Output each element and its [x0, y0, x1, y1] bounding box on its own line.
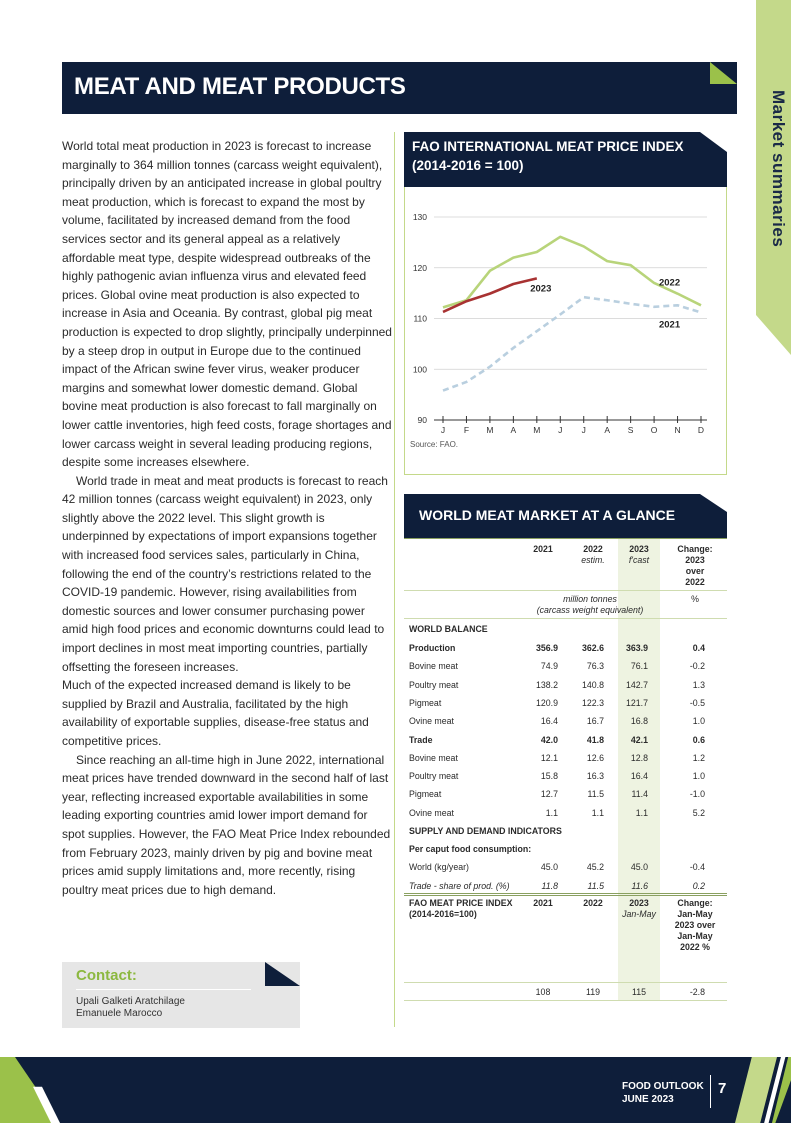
- table-cell: 1.0: [692, 771, 705, 782]
- footer-date: JUNE 2023: [622, 1094, 674, 1105]
- footer-separator: [710, 1075, 711, 1108]
- table-cell: 1.1: [545, 807, 558, 818]
- table-cell: 1.1: [635, 807, 648, 818]
- table-cell: 120.9: [535, 697, 558, 708]
- x-tick-label: D: [697, 425, 705, 435]
- table-cell: 42.0: [540, 734, 558, 745]
- price-index-col-header: 2022: [583, 898, 603, 908]
- table-cell: 45.0: [540, 862, 558, 872]
- table-cell: 11.5: [587, 881, 604, 891]
- table-section-per-caput: Per caput food consumption:: [409, 844, 532, 854]
- table-cell: -0.4: [689, 862, 705, 872]
- price-index-chart: [404, 187, 727, 475]
- footer-publication: FOOD OUTLOOK: [622, 1081, 704, 1092]
- contact-title: Contact:: [76, 967, 137, 984]
- table-section-supply: SUPPLY AND DEMAND INDICATORS: [409, 826, 562, 836]
- y-tick-label: 90: [417, 415, 427, 425]
- table-col-header: Change: 2023 over 2022: [677, 544, 713, 587]
- table-cell: 15.8: [540, 771, 558, 782]
- table-cell: 1.0: [692, 716, 705, 727]
- table-row-label: Poultry meat: [409, 771, 459, 782]
- x-tick-label: F: [463, 425, 470, 435]
- table-row-label: Production: [409, 643, 456, 653]
- table-cell: 12.1: [540, 752, 558, 763]
- body-text: [62, 137, 392, 899]
- table-cell: 16.7: [586, 716, 604, 727]
- table-cell: 16.8: [630, 716, 648, 727]
- table-rule: [404, 893, 727, 894]
- paragraph-4: Since reaching an all-time high in June 2022, international meat prices have trended downward in the second half of last year, reflecting increased exportable availabilities in some leading exporting countries amid lower import demand for spot supplies. However, the FAO Meat Price Index rebounded from February 2023, mainly driven by pig and bovine meat prices amid supply limitations and, more recently, rising poultry meat prices due to high demand.: [62, 752, 391, 897]
- table-cell: 1.3: [692, 679, 705, 690]
- table-cell: 0.2: [692, 881, 705, 891]
- table-cell: 76.3: [586, 661, 604, 672]
- series-label-2022: 2022: [658, 277, 681, 289]
- page-number: 7: [718, 1080, 727, 1097]
- table-cell: 142.7: [625, 679, 648, 690]
- y-tick-label: 130: [412, 212, 427, 222]
- section-label: Market summaries: [769, 90, 788, 248]
- y-tick-label: 100: [412, 364, 427, 375]
- table-cell: 16.3: [586, 771, 604, 782]
- table-cell: 42.1: [630, 734, 648, 745]
- table-cell: 1.1: [591, 807, 604, 818]
- contact-name-2: Emanuele Marocco: [76, 1008, 163, 1019]
- table-cell: 12.7: [540, 789, 558, 800]
- table-row-label: Ovine meat: [409, 716, 454, 727]
- price-index-value: 119: [585, 987, 601, 997]
- x-tick-label: J: [440, 425, 446, 435]
- table-rule: [404, 538, 727, 539]
- table-cell: 11.6: [631, 881, 648, 891]
- table-cell: 11.5: [587, 789, 604, 800]
- table-cell: 41.8: [586, 734, 604, 745]
- x-tick-label: J: [558, 425, 563, 435]
- x-tick-label: O: [650, 425, 658, 435]
- y-tick-label: 110: [413, 313, 427, 324]
- x-tick-label: S: [627, 425, 634, 435]
- table-cell: 0.6: [692, 734, 705, 745]
- table-cell: -1.0: [689, 789, 705, 800]
- table-units-detail: (carcass weight equivalent): [536, 605, 644, 615]
- table-row-label: Bovine meat: [409, 661, 458, 672]
- table-cell: 16.4: [540, 716, 558, 727]
- y-tick-label: 120: [412, 262, 427, 273]
- table-cell: 121.7: [625, 697, 648, 708]
- table-cell: 138.2: [535, 679, 558, 690]
- table-row-label: Trade: [409, 734, 433, 745]
- table-cell: 12.8: [630, 752, 648, 763]
- table-cell: 1.2: [692, 752, 705, 763]
- table-cell: 45.0: [630, 862, 648, 872]
- paragraph-2: World trade in meat and meat products is forecast to reach 42 million tonnes (carcass weight equivalent) in 2023, only slightly above the 2022 level. This slight growth is underpinned by expectations of import expansions together with increased food services sales, particularly in China, following the end of the country’s restrictions related to the COVID-19 pandemic. However, rising availabilities from domestic sources and lower consumer purchasing power amid high food prices and economic downturns could lead to import declines in most meat importing countries, partially offsetting the foreseen increases.: [62, 473, 388, 674]
- table-cell: 11.4: [631, 789, 648, 800]
- table-col-header: 2023: [629, 544, 649, 554]
- chart-source: Source: FAO.: [410, 440, 459, 449]
- page-title: MEAT AND MEAT PRODUCTS: [74, 73, 406, 100]
- table-cell: 356.9: [535, 643, 558, 653]
- price-index-col-header: 2023: [629, 898, 649, 908]
- column-divider: [394, 132, 395, 1027]
- x-tick-label: N: [674, 425, 681, 435]
- table-cell: 12.6: [586, 752, 604, 763]
- table-col-subheader: estim.: [581, 555, 605, 565]
- contact-divider: [76, 989, 251, 990]
- table-section-world-balance: WORLD BALANCE: [409, 624, 488, 634]
- chart-title: FAO INTERNATIONAL MEAT PRICE INDEX (2014-2016 = 100): [412, 139, 684, 173]
- series-line-2021: [443, 297, 701, 390]
- table-cell: 76.1: [630, 661, 648, 672]
- table-cell: 5.2: [692, 807, 705, 818]
- table-rule: [404, 618, 727, 619]
- paragraph-3: Much of the expected increased demand is likely to be supplied by Brazil and Australia, facilitated by the high availability of exportable supplies, disease-free status and competitive prices.: [62, 678, 369, 748]
- table-rule: [404, 982, 727, 983]
- table-cell: 11.8: [541, 881, 558, 891]
- table-cell: 16.4: [630, 771, 648, 782]
- table-cell: -0.5: [689, 697, 705, 708]
- table-cell: 45.2: [586, 862, 604, 872]
- table-cell: 74.9: [540, 661, 558, 672]
- price-index-col-header: 2021: [533, 898, 553, 908]
- table-cell: 122.3: [581, 697, 604, 708]
- price-index-value: -2.8: [689, 987, 705, 997]
- table-row-label: Trade - share of prod. (%): [409, 881, 510, 891]
- table-row-label: Poultry meat: [409, 679, 459, 690]
- table-title: WORLD MEAT MARKET AT A GLANCE: [419, 507, 676, 523]
- x-tick-label: M: [533, 425, 541, 435]
- x-tick-label: A: [604, 425, 611, 435]
- table-row-label: Pigmeat: [409, 789, 442, 800]
- x-tick-label: A: [510, 425, 517, 435]
- table-rule: [404, 590, 727, 591]
- table-col-subheader: f'cast: [628, 555, 650, 565]
- table-col-header: 2021: [533, 544, 553, 554]
- price-index-label: FAO MEAT PRICE INDEX (2014-2016=100): [409, 898, 513, 919]
- table-units: million tonnes: [563, 594, 617, 604]
- table-row-label: Ovine meat: [409, 807, 454, 818]
- table-cell: 363.9: [625, 643, 648, 653]
- price-index-col-subheader: Jan-May: [622, 909, 656, 919]
- price-index-value: 108: [535, 987, 551, 997]
- series-label-2021: 2021: [658, 319, 681, 331]
- series-label-2023: 2023: [530, 283, 552, 295]
- table-row-label: Pigmeat: [409, 697, 442, 708]
- price-index-col-header: Change: Jan-May 2023 over Jan-May 2022 %: [674, 898, 716, 952]
- table-cell: 362.6: [581, 643, 604, 653]
- paragraph-1: World total meat production in 2023 is forecast to increase marginally to 364 million tonnes (carcass weight equivalent), principally driven by an anticipated increase in global poultry meat production, which is forecast to expand the most by volume, facilitated by increased demand from the food services sector and its general appeal as a relatively affordable meat type, despite widespread outbreaks of the highly pathogenic avian influenza virus and elevated feed prices. Global ovine meat production is also expected to increase in Asia and Oceania. By contrast, global pig meat production is expected to drop slightly, principally underpinned by a steep drop in output in Europe due to the continued impact of the African swine fever virus, weaker producer margins and somewhat lower domestic demand. Global bovine meat production is also forecast to fall marginally on lower cattle inventories, high feed costs, forage shortages and lower carcass weight in several leading producing regions, despite some increases elsewhere.: [62, 139, 392, 470]
- table-units-percent: %: [691, 594, 699, 604]
- x-tick-label: J: [581, 425, 586, 435]
- table-row-label: Bovine meat: [409, 752, 458, 763]
- table-cell: 140.8: [581, 679, 604, 690]
- price-index-value: 115: [631, 987, 647, 997]
- table-cell: 0.4: [692, 643, 705, 653]
- table-col-header: 2022: [583, 544, 603, 554]
- series-line-2023: [443, 278, 537, 311]
- table-rule: [404, 895, 727, 896]
- table-cell: -0.2: [689, 661, 705, 672]
- table-rule: [404, 1000, 727, 1001]
- x-tick-label: M: [486, 425, 494, 435]
- contact-name-1: Upali Galketi Aratchilage: [76, 996, 185, 1007]
- table-row-label: World (kg/year): [409, 862, 469, 872]
